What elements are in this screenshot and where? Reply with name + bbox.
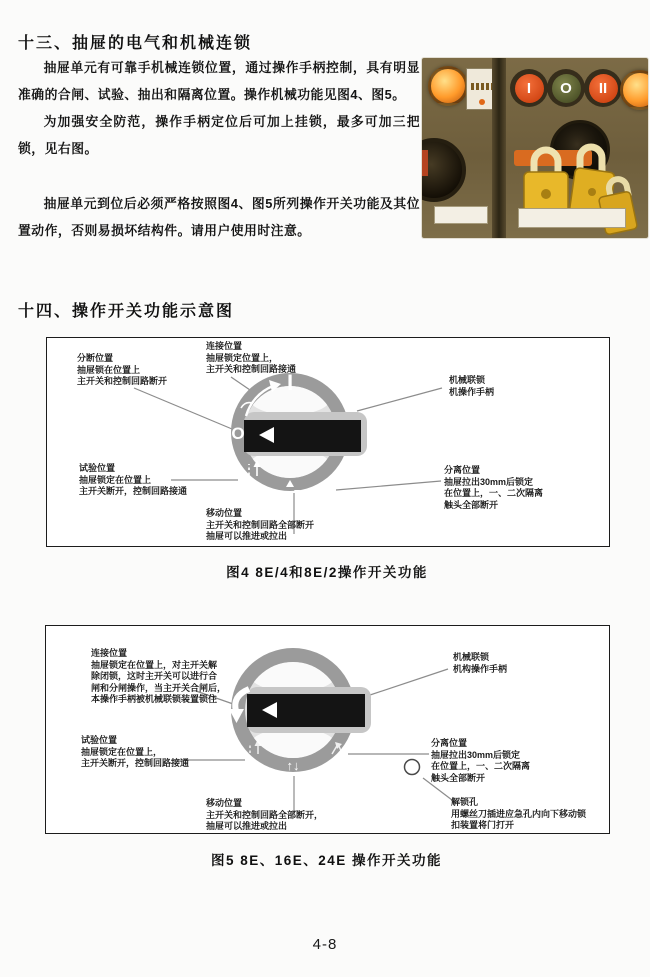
plate-dot <box>479 99 485 105</box>
button-off-glyph: O <box>552 74 581 103</box>
figure5-label-test: 试验位置 抽屉锁定在位置上， 主开关断开，控制回路接通 <box>81 735 190 768</box>
figure5-label-unlock: 解锁孔 用螺丝刀插进应急孔内向下移动锁 扣装置将门打开 <box>451 797 587 830</box>
panel-divider <box>492 58 506 238</box>
figure5-label-connect: 连接位置 抽屉锁定在位置上，对主开关解 除闭锁，这时主开关可以进行合 闸和分闸操作，当主开关合闸后， 本操作手柄被机械联锁装置锁住 <box>91 648 227 704</box>
figure4-knob <box>231 370 367 495</box>
paragraph-2: 为加强安全防范，操作手柄定位后可加上挂锁，最多可加三把锁，见右图。 <box>18 114 420 156</box>
figure4-label-separate: 分离位置 抽屉拉出30mm后锁定 在位置上，一、二次隔离 触头全部断开 <box>444 465 544 510</box>
unlock-hole-icon <box>405 760 420 775</box>
paragraph-1: 抽屉单元有可靠手机械连锁位置，通过操作手柄控制，具有明显准确的合闸、试验、抽出和隔离位置。操作机械功能见图4、图5。 <box>18 60 420 102</box>
knob-on-mark: I <box>286 370 294 395</box>
figure4-label-disconnect: 分断位置 抽屉锁在位置上 主开关和控制回路断开 <box>77 353 168 386</box>
name-strip-left <box>434 206 488 224</box>
button-off <box>547 69 585 107</box>
figure4-label-move: 移动位置 主开关和控制回路全部断开 抽屉可以推进或拉出 <box>206 508 315 541</box>
figure4-caption: 图4 8E/4和8E/2操作开关功能 <box>226 565 428 580</box>
button-on-glyph: I <box>515 74 544 103</box>
figure4-label-interlock: 机械联锁 机操作手柄 <box>449 375 495 397</box>
indicator-lamp-right <box>620 70 648 110</box>
figure4-label-test: 试验位置 抽屉锁定在位置上 主开关断开，控制回路接通 <box>79 463 188 496</box>
paragraph-3: 抽屉单元到位后必须严格按照图4、图5所列操作开关功能及其位置动作，否则易损坏结构件。请用户使用时注意。 <box>18 196 420 238</box>
figure4-label-connect: 连接位置 抽屉锁定位置上， 主开关和控制回路接通 <box>206 341 297 374</box>
name-strip-right <box>518 208 626 228</box>
knob-off-mark: O <box>231 424 245 443</box>
figure5-label-interlock: 机械联锁 机构操作手柄 <box>453 652 508 674</box>
red-tab <box>422 150 428 176</box>
figure5-caption: 图5 8E、16E、24E 操作开关功能 <box>210 853 443 868</box>
section13-title: 十三、抽屉的电气和机械连锁 <box>18 35 253 52</box>
figure4 <box>46 337 610 547</box>
button-on <box>510 69 548 107</box>
button-two-glyph: II <box>589 74 618 103</box>
figure5-label-move: 移动位置 主开关和控制回路全部断开， 抽屉可以推进或拉出 <box>206 798 324 831</box>
section13-body <box>18 54 420 244</box>
section14-title: 十四、操作开关功能示意图 <box>18 303 235 320</box>
rotary-knob-left <box>422 138 466 202</box>
figure5 <box>45 625 610 834</box>
indicator-lamp-left <box>428 66 468 106</box>
button-two <box>584 69 622 107</box>
plate-markings <box>471 83 492 90</box>
updown-arrows-icon: ↑↓ <box>286 758 300 773</box>
figure5-label-separate: 分离位置 抽屉拉出30mm后锁定 在位置上，一、二次隔离 触头全部断开 <box>431 738 531 783</box>
padlock-photo <box>422 58 648 238</box>
page-number: 4-8 <box>312 936 338 953</box>
